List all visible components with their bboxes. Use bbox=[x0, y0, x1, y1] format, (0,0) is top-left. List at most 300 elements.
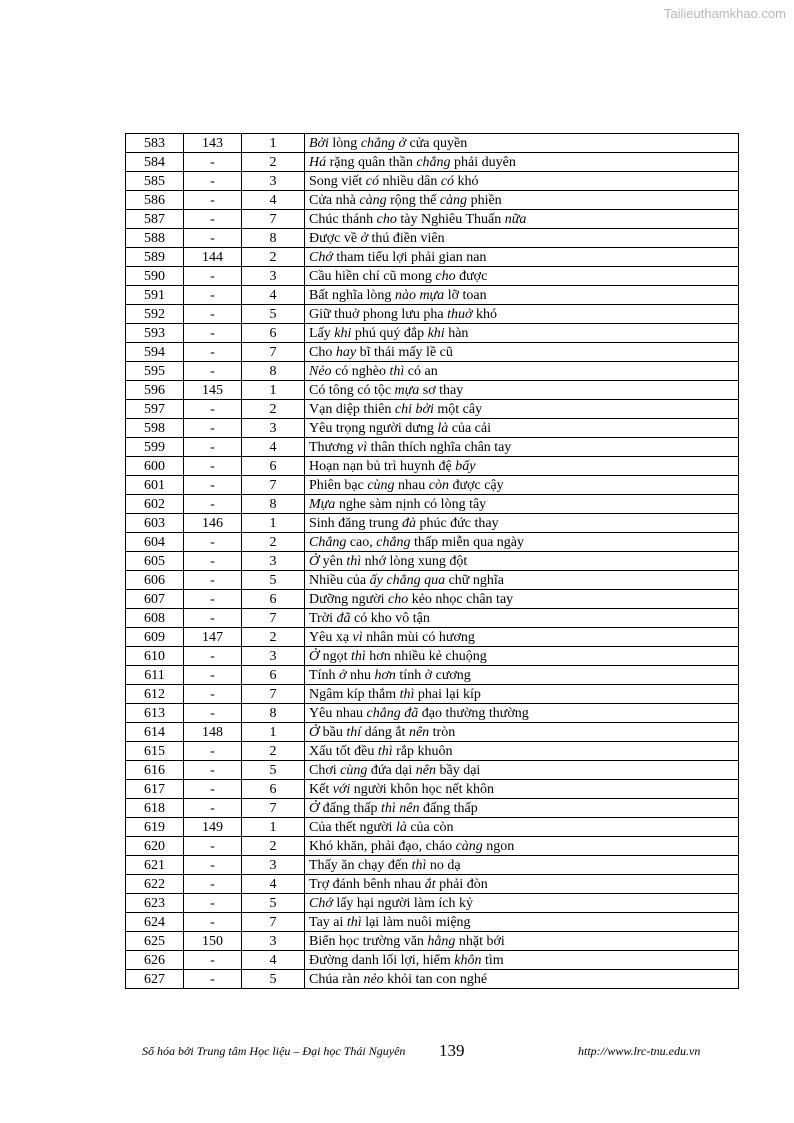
table-row bbox=[126, 609, 739, 628]
verse-emphasis: hơn bbox=[374, 667, 396, 683]
verse-emphasis: có bbox=[365, 173, 379, 189]
verse-text bbox=[305, 818, 739, 837]
table-row bbox=[126, 704, 739, 723]
verse-segment: tày Nghiêu Thuấn bbox=[396, 211, 505, 227]
verse-emphasis: Ở bbox=[309, 553, 320, 569]
verse-text bbox=[305, 761, 739, 780]
row-number: 622 bbox=[126, 875, 184, 894]
line-index: 8 bbox=[242, 495, 305, 514]
verse-emphasis: thuở bbox=[447, 306, 473, 322]
row-number: 597 bbox=[126, 400, 184, 419]
verse-emphasis: hằng bbox=[427, 933, 456, 949]
verse-text bbox=[305, 704, 739, 723]
verse-emphasis: khi bbox=[334, 325, 352, 341]
verse-text bbox=[305, 248, 739, 267]
verse-text bbox=[305, 419, 739, 438]
verse-segment: bầu bbox=[319, 724, 347, 740]
group-number: - bbox=[184, 419, 242, 438]
line-index: 6 bbox=[242, 780, 305, 799]
verse-emphasis: thì bbox=[399, 686, 415, 702]
group-number: - bbox=[184, 533, 242, 552]
verse-emphasis: cho bbox=[376, 211, 397, 227]
verse-segment: khỏi tan con nghé bbox=[383, 971, 488, 987]
group-number: - bbox=[184, 324, 242, 343]
verse-emphasis: thì nên bbox=[380, 800, 420, 816]
verse-segment: Xấu tốt đều bbox=[309, 743, 378, 759]
verse-segment: tham tiểu lợi phải gian nan bbox=[332, 249, 487, 265]
group-number: - bbox=[184, 153, 242, 172]
verse-segment: có nghèo bbox=[331, 363, 390, 379]
verse-segment: Dưỡng người bbox=[309, 591, 388, 607]
verse-text bbox=[305, 514, 739, 533]
line-index: 1 bbox=[242, 723, 305, 742]
verse-segment: chữ nghĩa bbox=[445, 572, 504, 588]
row-number: 596 bbox=[126, 381, 184, 400]
verse-text bbox=[305, 894, 739, 913]
verse-emphasis: thì bbox=[346, 553, 362, 569]
verse-segment: tròn bbox=[429, 724, 456, 740]
verse-segment: nhiều dân bbox=[379, 173, 441, 189]
verse-emphasis: ắt bbox=[424, 876, 436, 892]
row-number: 610 bbox=[126, 647, 184, 666]
table-row bbox=[126, 723, 739, 742]
verse-segment: nghe sàm nịnh có lòng tây bbox=[335, 496, 487, 512]
verse-text bbox=[305, 153, 739, 172]
line-index: 4 bbox=[242, 951, 305, 970]
verse-text bbox=[305, 647, 739, 666]
verse-segment: rắp khuôn bbox=[392, 743, 453, 759]
table-row bbox=[126, 780, 739, 799]
table-row bbox=[126, 362, 739, 381]
verse-emphasis: thì bbox=[411, 857, 427, 873]
footer-credit: Số hóa bởi Trung tâm Học liệu – Đại học Thái Nguyên bbox=[142, 1044, 406, 1058]
group-number: - bbox=[184, 780, 242, 799]
verse-segment: thấp miễn qua ngày bbox=[410, 534, 525, 550]
verse-segment: phải đòn bbox=[435, 876, 488, 892]
verse-segment: cửa quyền bbox=[406, 135, 468, 151]
verse-segment: của cải bbox=[448, 420, 491, 436]
verse-text bbox=[305, 210, 739, 229]
row-number: 626 bbox=[126, 951, 184, 970]
line-index: 6 bbox=[242, 666, 305, 685]
verse-text bbox=[305, 875, 739, 894]
verse-segment: hàn bbox=[444, 325, 469, 341]
line-index: 3 bbox=[242, 172, 305, 191]
verse-emphasis: Ở bbox=[309, 724, 320, 740]
verse-text bbox=[305, 571, 739, 590]
verse-segment: Vạn diệp thiên bbox=[309, 401, 395, 417]
line-index: 2 bbox=[242, 837, 305, 856]
verse-emphasis: khôn bbox=[454, 952, 482, 968]
table-row bbox=[126, 837, 739, 856]
row-number: 586 bbox=[126, 191, 184, 210]
row-number: 589 bbox=[126, 248, 184, 267]
row-number: 613 bbox=[126, 704, 184, 723]
row-number: 585 bbox=[126, 172, 184, 191]
line-index: 1 bbox=[242, 818, 305, 837]
row-number: 612 bbox=[126, 685, 184, 704]
line-index: 2 bbox=[242, 742, 305, 761]
table-row bbox=[126, 305, 739, 324]
verse-text bbox=[305, 609, 739, 628]
verse-segment: Chơi bbox=[309, 762, 341, 778]
verse-emphasis: thì bbox=[346, 914, 362, 930]
verse-segment: sơ thay bbox=[419, 382, 464, 398]
verse-text bbox=[305, 685, 739, 704]
verse-text bbox=[305, 913, 739, 932]
table-row bbox=[126, 324, 739, 343]
verse-text bbox=[305, 951, 739, 970]
verse-segment: lòng bbox=[328, 135, 361, 151]
table-row bbox=[126, 590, 739, 609]
verse-emphasis: thì bbox=[351, 648, 366, 664]
group-number: - bbox=[184, 590, 242, 609]
verse-emphasis: Bởi bbox=[309, 135, 329, 151]
verse-text bbox=[305, 628, 739, 647]
verse-emphasis: Há bbox=[309, 154, 327, 170]
group-number: - bbox=[184, 286, 242, 305]
line-index: 6 bbox=[242, 324, 305, 343]
verse-segment: được bbox=[455, 268, 488, 284]
verse-segment: người khôn học nết khôn bbox=[350, 781, 494, 797]
row-number: 605 bbox=[126, 552, 184, 571]
verse-segment: đứa dại bbox=[367, 762, 416, 778]
table-row bbox=[126, 248, 739, 267]
verse-emphasis: ở bbox=[338, 667, 347, 683]
verse-emphasis: nẻo bbox=[363, 971, 384, 987]
row-number: 618 bbox=[126, 799, 184, 818]
verse-emphasis: bấy bbox=[455, 458, 476, 474]
table-row bbox=[126, 894, 739, 913]
verse-segment: Hoạn nạn bủ trì huynh đệ bbox=[309, 458, 456, 474]
line-index: 2 bbox=[242, 248, 305, 267]
line-index: 4 bbox=[242, 875, 305, 894]
verse-segment: Được về bbox=[309, 230, 361, 246]
table-row bbox=[126, 172, 739, 191]
table-row bbox=[126, 970, 739, 989]
table-row bbox=[126, 514, 739, 533]
row-number: 593 bbox=[126, 324, 184, 343]
verse-text bbox=[305, 457, 739, 476]
verse-emphasis: khi bbox=[427, 325, 445, 341]
row-number: 601 bbox=[126, 476, 184, 495]
verse-segment: đấng thấp bbox=[319, 800, 381, 816]
group-number: - bbox=[184, 875, 242, 894]
verse-emphasis: Chẳng bbox=[309, 534, 347, 550]
verse-text bbox=[305, 476, 739, 495]
verse-segment: Yêu trọng người dưng bbox=[309, 420, 438, 436]
table-row bbox=[126, 685, 739, 704]
verse-segment: lại làm nuôi miệng bbox=[361, 914, 471, 930]
verse-segment: khó bbox=[454, 173, 479, 189]
line-index: 4 bbox=[242, 191, 305, 210]
verse-segment: Trợ đánh bênh nhau bbox=[309, 876, 425, 892]
verse-segment: no dạ bbox=[426, 857, 461, 873]
group-number: - bbox=[184, 856, 242, 875]
line-index: 3 bbox=[242, 932, 305, 951]
verse-text bbox=[305, 305, 739, 324]
row-number: 614 bbox=[126, 723, 184, 742]
row-number: 625 bbox=[126, 932, 184, 951]
group-number: - bbox=[184, 799, 242, 818]
verse-segment: phiền bbox=[467, 192, 502, 208]
group-number: - bbox=[184, 191, 242, 210]
verse-segment: Của thết người bbox=[309, 819, 396, 835]
verse-segment: khó bbox=[472, 306, 497, 322]
line-index: 3 bbox=[242, 267, 305, 286]
verse-emphasis: càng bbox=[359, 192, 387, 208]
row-number: 617 bbox=[126, 780, 184, 799]
verse-emphasis: là bbox=[395, 819, 407, 835]
verse-segment: đạo thường thường bbox=[418, 705, 529, 721]
line-index: 5 bbox=[242, 970, 305, 989]
group-number: - bbox=[184, 343, 242, 362]
row-number: 611 bbox=[126, 666, 184, 685]
verse-segment: Chúc thánh bbox=[309, 211, 377, 227]
line-index: 8 bbox=[242, 362, 305, 381]
verse-segment: Có tông có tộc bbox=[309, 382, 395, 398]
verse-segment: được cậy bbox=[448, 477, 504, 493]
verse-segment: của còn bbox=[406, 819, 454, 835]
table-row bbox=[126, 552, 739, 571]
verse-segment: Cho bbox=[309, 344, 336, 360]
verse-emphasis: Ở bbox=[309, 800, 320, 816]
verse-emphasis: ấy chẳng qua bbox=[369, 572, 446, 588]
verse-emphasis: Nẻo bbox=[309, 363, 332, 379]
verse-segment: tìm bbox=[481, 952, 504, 968]
table-row bbox=[126, 875, 739, 894]
table-row bbox=[126, 267, 739, 286]
verse-emphasis: Mựa bbox=[309, 496, 336, 512]
verse-emphasis: càng bbox=[439, 192, 468, 208]
verse-segment: Chúa ràn bbox=[309, 971, 364, 987]
line-index: 7 bbox=[242, 609, 305, 628]
table-row bbox=[126, 286, 739, 305]
verse-segment: nhân mùi có hương bbox=[362, 629, 475, 645]
verse-segment: bầy dại bbox=[435, 762, 481, 778]
verse-segment: cao, bbox=[346, 534, 377, 550]
table-row bbox=[126, 742, 739, 761]
verse-segment: nhớ lòng xung đột bbox=[361, 553, 468, 569]
table-row bbox=[126, 799, 739, 818]
table-row bbox=[126, 761, 739, 780]
group-number: - bbox=[184, 647, 242, 666]
row-number: 608 bbox=[126, 609, 184, 628]
verse-emphasis: thí bbox=[346, 724, 362, 740]
verse-emphasis: vì bbox=[352, 629, 363, 645]
verse-emphasis: cho bbox=[387, 591, 409, 607]
verse-emphasis: chi bởi bbox=[394, 401, 434, 417]
verse-segment: dáng ắt bbox=[361, 724, 409, 740]
verse-segment: Đường danh lối lợi, hiểm bbox=[309, 952, 455, 968]
line-index: 7 bbox=[242, 913, 305, 932]
row-number: 588 bbox=[126, 229, 184, 248]
line-index: 1 bbox=[242, 514, 305, 533]
verse-text bbox=[305, 742, 739, 761]
verse-segment: Thấy ăn chạy đến bbox=[309, 857, 412, 873]
group-number: - bbox=[184, 495, 242, 514]
line-index: 2 bbox=[242, 533, 305, 552]
line-index: 6 bbox=[242, 457, 305, 476]
line-index: 7 bbox=[242, 685, 305, 704]
verse-emphasis: ở bbox=[360, 230, 369, 246]
verse-text bbox=[305, 590, 739, 609]
table-row bbox=[126, 951, 739, 970]
table-row bbox=[126, 457, 739, 476]
group-number: - bbox=[184, 476, 242, 495]
line-index: 5 bbox=[242, 305, 305, 324]
verse-segment: Lấy bbox=[309, 325, 335, 341]
line-index: 4 bbox=[242, 438, 305, 457]
row-number: 603 bbox=[126, 514, 184, 533]
verse-text bbox=[305, 191, 739, 210]
line-index: 2 bbox=[242, 153, 305, 172]
group-number: - bbox=[184, 438, 242, 457]
verse-emphasis: thì bbox=[377, 743, 393, 759]
row-number: 619 bbox=[126, 818, 184, 837]
verse-segment: Thương bbox=[309, 439, 358, 455]
line-index: 5 bbox=[242, 894, 305, 913]
verse-text bbox=[305, 837, 739, 856]
verse-segment: rộng thế bbox=[386, 192, 440, 208]
line-index: 4 bbox=[242, 286, 305, 305]
verse-segment: bĩ thái mấy lề cũ bbox=[356, 344, 453, 360]
verse-segment: Phiên bạc bbox=[309, 477, 368, 493]
verse-text bbox=[305, 932, 739, 951]
verse-text bbox=[305, 324, 739, 343]
verse-text bbox=[305, 229, 739, 248]
line-index: 2 bbox=[242, 628, 305, 647]
group-number: - bbox=[184, 457, 242, 476]
line-index: 7 bbox=[242, 210, 305, 229]
row-number: 584 bbox=[126, 153, 184, 172]
row-number: 623 bbox=[126, 894, 184, 913]
verse-text bbox=[305, 172, 739, 191]
verse-emphasis: thì bbox=[389, 363, 405, 379]
table-row bbox=[126, 571, 739, 590]
verse-emphasis: nữa bbox=[504, 211, 527, 227]
group-number: - bbox=[184, 951, 242, 970]
verse-segment: nhặt bới bbox=[455, 933, 505, 949]
group-number: - bbox=[184, 666, 242, 685]
verse-segment: thân thích nghĩa chân tay bbox=[367, 439, 512, 455]
footer-url: http://www.lrc-tnu.edu.vn bbox=[578, 1044, 701, 1058]
verse-segment: ngon bbox=[482, 838, 515, 854]
row-number: 600 bbox=[126, 457, 184, 476]
line-index: 5 bbox=[242, 761, 305, 780]
group-number: 143 bbox=[184, 134, 242, 153]
row-number: 624 bbox=[126, 913, 184, 932]
table-row bbox=[126, 913, 739, 932]
page-footer bbox=[0, 1041, 794, 1065]
line-index: 8 bbox=[242, 229, 305, 248]
verse-text bbox=[305, 362, 739, 381]
group-number: 144 bbox=[184, 248, 242, 267]
group-number: - bbox=[184, 210, 242, 229]
verse-segment: Giữ thuở phong lưu pha bbox=[309, 306, 448, 322]
verse-table bbox=[125, 133, 739, 989]
group-number: 150 bbox=[184, 932, 242, 951]
table-row bbox=[126, 400, 739, 419]
table-row bbox=[126, 818, 739, 837]
verse-text bbox=[305, 856, 739, 875]
row-number: 595 bbox=[126, 362, 184, 381]
verse-text bbox=[305, 780, 739, 799]
line-index: 2 bbox=[242, 400, 305, 419]
verse-segment: Khó khăn, phải đạo, cháo bbox=[309, 838, 456, 854]
verse-emphasis: đã bbox=[336, 610, 351, 626]
group-number: - bbox=[184, 552, 242, 571]
table-row bbox=[126, 153, 739, 172]
verse-segment: ngọt bbox=[319, 648, 352, 664]
verse-segment: Nhiều của bbox=[309, 572, 370, 588]
verse-emphasis: với bbox=[332, 781, 351, 797]
verse-segment: phúc đức thay bbox=[415, 515, 499, 531]
verse-text bbox=[305, 495, 739, 514]
table-row bbox=[126, 381, 739, 400]
group-number: - bbox=[184, 837, 242, 856]
verse-segment: lỡ toan bbox=[444, 287, 487, 303]
table-row bbox=[126, 647, 739, 666]
verse-emphasis: là bbox=[437, 420, 449, 436]
table-row bbox=[126, 191, 739, 210]
row-number: 616 bbox=[126, 761, 184, 780]
group-number: - bbox=[184, 609, 242, 628]
verse-segment: một cây bbox=[433, 401, 483, 417]
line-index: 3 bbox=[242, 552, 305, 571]
group-number: - bbox=[184, 704, 242, 723]
line-index: 5 bbox=[242, 571, 305, 590]
verse-emphasis: chẳng đã bbox=[366, 705, 419, 721]
verse-segment: phú quý đắp bbox=[351, 325, 428, 341]
group-number: - bbox=[184, 742, 242, 761]
verse-text bbox=[305, 552, 739, 571]
verse-segment: Ngâm kíp thắm bbox=[309, 686, 400, 702]
verse-emphasis: cùng bbox=[340, 762, 368, 778]
verse-segment: Trời bbox=[309, 610, 337, 626]
verse-emphasis: nào mựa bbox=[394, 287, 445, 303]
group-number: - bbox=[184, 362, 242, 381]
verse-segment: có kho vô tận bbox=[350, 610, 430, 626]
row-number: 599 bbox=[126, 438, 184, 457]
group-number: - bbox=[184, 172, 242, 191]
row-number: 602 bbox=[126, 495, 184, 514]
verse-text bbox=[305, 970, 739, 989]
table-row bbox=[126, 476, 739, 495]
table-row bbox=[126, 438, 739, 457]
verse-emphasis: cho bbox=[435, 268, 456, 284]
table-row bbox=[126, 628, 739, 647]
group-number: - bbox=[184, 913, 242, 932]
group-number: - bbox=[184, 229, 242, 248]
verse-emphasis: cùng bbox=[367, 477, 395, 493]
verse-emphasis: nên bbox=[415, 762, 436, 778]
verse-text bbox=[305, 286, 739, 305]
line-index: 8 bbox=[242, 704, 305, 723]
verse-emphasis: mựa bbox=[394, 382, 420, 398]
row-number: 587 bbox=[126, 210, 184, 229]
verse-text bbox=[305, 533, 739, 552]
table-row bbox=[126, 666, 739, 685]
group-number: 147 bbox=[184, 628, 242, 647]
verse-segment: tính ở cương bbox=[395, 667, 471, 683]
group-number: - bbox=[184, 400, 242, 419]
line-index: 6 bbox=[242, 590, 305, 609]
group-number: 145 bbox=[184, 381, 242, 400]
table-row bbox=[126, 229, 739, 248]
verse-text bbox=[305, 666, 739, 685]
table-row bbox=[126, 533, 739, 552]
